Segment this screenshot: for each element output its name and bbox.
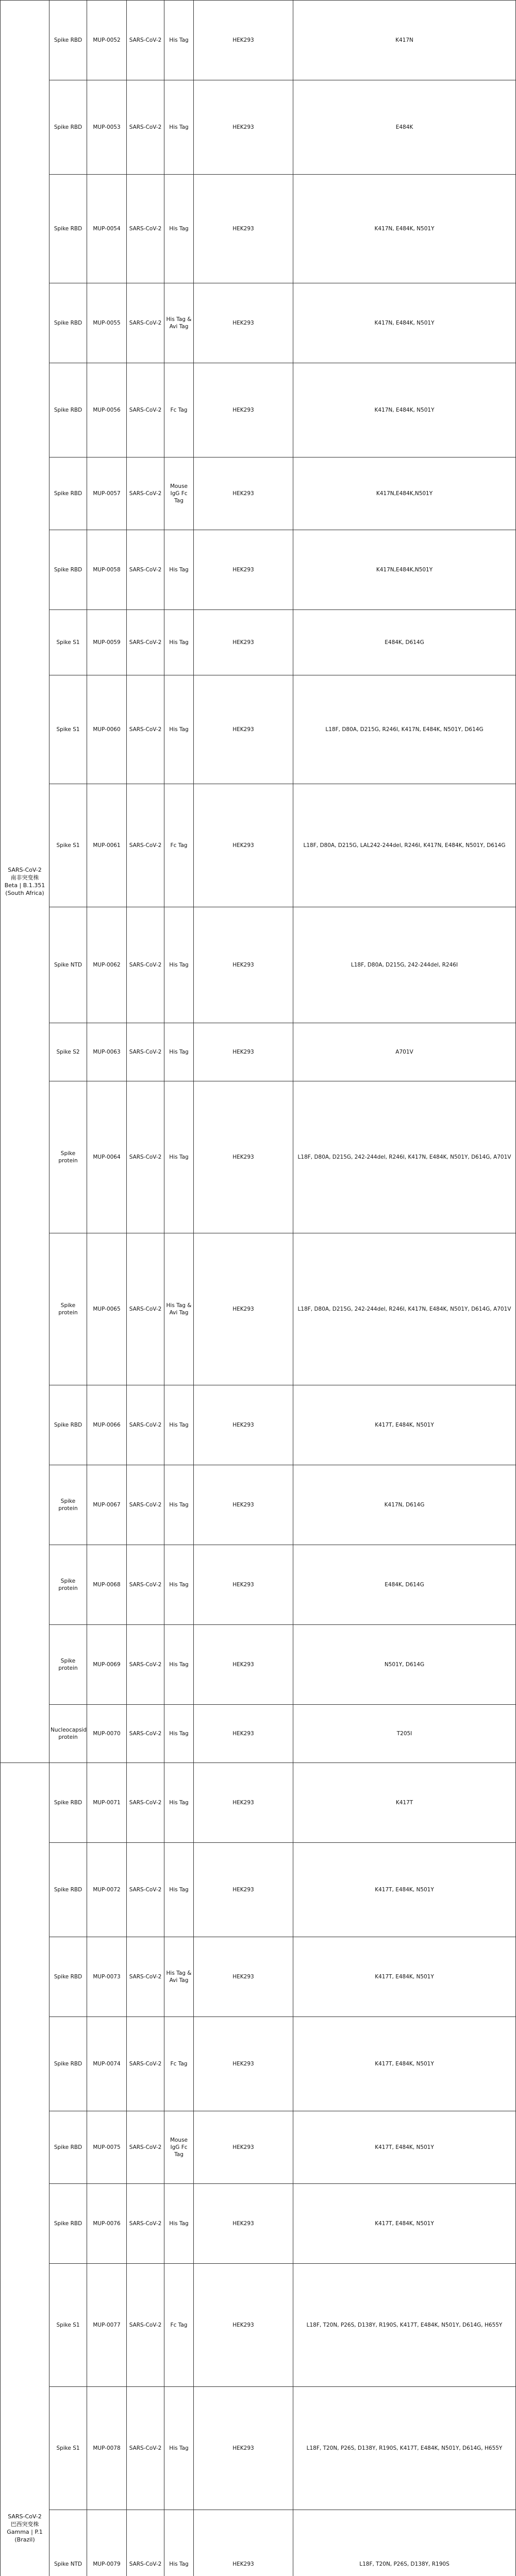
cell-species: SARS-CoV-2 — [127, 80, 164, 175]
cell-type: Spike RBD — [49, 175, 87, 283]
cell-code: MUP-0071 — [87, 1763, 127, 1843]
table-row — [1, 1843, 516, 1937]
table-row — [1, 2184, 516, 2264]
variant-group-label-line: 南非突变株 — [2, 874, 48, 882]
cell-mutation: K417N, E484K, N501Y — [293, 363, 516, 457]
cell-host: HEK293 — [194, 1, 293, 80]
cell-code: MUP-0072 — [87, 1843, 127, 1937]
cell-code: MUP-0062 — [87, 907, 127, 1023]
cell-type: Spike S1 — [49, 2387, 87, 2510]
cell-code: MUP-0069 — [87, 1625, 127, 1705]
cell-code: MUP-0056 — [87, 363, 127, 457]
table-row — [1, 1625, 516, 1705]
cell-host: HEK293 — [194, 2264, 293, 2387]
cell-host: HEK293 — [194, 1937, 293, 2017]
cell-type: Spike RBD — [49, 457, 87, 530]
cell-host: HEK293 — [194, 907, 293, 1023]
table-row — [1, 1081, 516, 1233]
cell-code: MUP-0052 — [87, 1, 127, 80]
cell-species: SARS-CoV-2 — [127, 2387, 164, 2510]
cell-mutation: K417N, D614G — [293, 1465, 516, 1545]
cell-mutation: K417T, E484K, N501Y — [293, 1385, 516, 1465]
cell-tag: His Tag — [164, 610, 194, 675]
cell-host: HEK293 — [194, 1705, 293, 1763]
cell-host: HEK293 — [194, 1843, 293, 1937]
cell-type: Spike NTD — [49, 2510, 87, 2576]
cell-host: HEK293 — [194, 1763, 293, 1843]
cell-species: SARS-CoV-2 — [127, 784, 164, 907]
cell-code: MUP-0065 — [87, 1233, 127, 1385]
cell-host: HEK293 — [194, 1385, 293, 1465]
cell-mutation: T205I — [293, 1705, 516, 1763]
cell-host: HEK293 — [194, 283, 293, 363]
cell-code: MUP-0077 — [87, 2264, 127, 2387]
cell-tag: Fc Tag — [164, 363, 194, 457]
table-row — [1, 1465, 516, 1545]
table-row — [1, 283, 516, 363]
variant-group-label-line: (South Africa) — [2, 889, 48, 897]
cell-code: MUP-0079 — [87, 2510, 127, 2576]
cell-mutation: L18F, D80A, D215G, 242-244del, R246I, K417N, E484K, N501Y, D614G, A701V — [293, 1233, 516, 1385]
cell-host: HEK293 — [194, 1625, 293, 1705]
cell-code: MUP-0075 — [87, 2111, 127, 2184]
cell-tag: His Tag — [164, 2184, 194, 2264]
cell-species: SARS-CoV-2 — [127, 1625, 164, 1705]
cell-species: SARS-CoV-2 — [127, 2017, 164, 2111]
variant-group-label-line: Beta | B.1.351 — [2, 882, 48, 889]
cell-code: MUP-0059 — [87, 610, 127, 675]
cell-tag: His Tag & Avi Tag — [164, 283, 194, 363]
cell-type: Spike protein — [49, 1465, 87, 1545]
cell-tag: His Tag — [164, 1705, 194, 1763]
cell-tag: His Tag — [164, 1465, 194, 1545]
cell-type: Spike S2 — [49, 1023, 87, 1081]
cell-mutation: L18F, T20N, P26S, D138Y, R190S, K417T, E484K, N501Y, D614G, H655Y — [293, 2387, 516, 2510]
cell-code: MUP-0068 — [87, 1545, 127, 1625]
cell-code: MUP-0064 — [87, 1081, 127, 1233]
cell-type: Spike RBD — [49, 2017, 87, 2111]
cell-type: Spike S1 — [49, 784, 87, 907]
cell-species: SARS-CoV-2 — [127, 2264, 164, 2387]
cell-type: Spike protein — [49, 1625, 87, 1705]
table-row — [1, 675, 516, 784]
cell-host: HEK293 — [194, 1023, 293, 1081]
table-row — [1, 610, 516, 675]
cell-type: Spike RBD — [49, 2184, 87, 2264]
cell-mutation: E484K — [293, 80, 516, 175]
cell-code: MUP-0076 — [87, 2184, 127, 2264]
table-row — [1, 363, 516, 457]
cell-code: MUP-0054 — [87, 175, 127, 283]
cell-tag: Fc Tag — [164, 784, 194, 907]
cell-code: MUP-0060 — [87, 675, 127, 784]
cell-species: SARS-CoV-2 — [127, 1843, 164, 1937]
cell-type: Spike RBD — [49, 530, 87, 610]
cell-host: HEK293 — [194, 2387, 293, 2510]
cell-code: MUP-0078 — [87, 2387, 127, 2510]
cell-tag: Fc Tag — [164, 2264, 194, 2387]
variant-group-label — [1, 1, 49, 1763]
cell-host: HEK293 — [194, 1545, 293, 1625]
cell-mutation: L18F, T20N, P26S, D138Y, R190S — [293, 2510, 516, 2576]
cell-host: HEK293 — [194, 457, 293, 530]
cell-mutation: E484K, D614G — [293, 1545, 516, 1625]
cell-type: Spike RBD — [49, 1937, 87, 2017]
cell-mutation: K417T, E484K, N501Y — [293, 1843, 516, 1937]
cell-mutation: L18F, D80A, D215G, R246I, K417N, E484K, N501Y, D614G — [293, 675, 516, 784]
cell-host: HEK293 — [194, 2510, 293, 2576]
cell-mutation: K417T — [293, 1763, 516, 1843]
cell-type: Spike RBD — [49, 363, 87, 457]
cell-code: MUP-0063 — [87, 1023, 127, 1081]
cell-type: Spike RBD — [49, 1763, 87, 1843]
cell-tag: His Tag — [164, 1843, 194, 1937]
cell-tag: Mouse IgG Fc Tag — [164, 457, 194, 530]
table-row — [1, 2387, 516, 2510]
table-row — [1, 1763, 516, 1843]
variant-group-label-line: (Brazil) — [2, 2536, 48, 2544]
cell-tag: His Tag — [164, 1625, 194, 1705]
cell-host: HEK293 — [194, 1081, 293, 1233]
cell-type: Spike protein — [49, 1081, 87, 1233]
cell-host: HEK293 — [194, 363, 293, 457]
table-row — [1, 80, 516, 175]
cell-type: Spike RBD — [49, 1, 87, 80]
cell-tag: His Tag — [164, 1763, 194, 1843]
cell-species: SARS-CoV-2 — [127, 530, 164, 610]
cell-mutation: K417T, E484K, N501Y — [293, 2111, 516, 2184]
cell-host: HEK293 — [194, 2111, 293, 2184]
cell-species: SARS-CoV-2 — [127, 457, 164, 530]
cell-type: Spike RBD — [49, 1843, 87, 1937]
cell-type: Spike RBD — [49, 1385, 87, 1465]
cell-tag: His Tag — [164, 1023, 194, 1081]
cell-tag: His Tag — [164, 675, 194, 784]
table-row — [1, 175, 516, 283]
cell-type: Spike RBD — [49, 2111, 87, 2184]
variant-group-label — [1, 1763, 49, 2576]
table-row — [1, 530, 516, 610]
cell-species: SARS-CoV-2 — [127, 1081, 164, 1233]
cell-species: SARS-CoV-2 — [127, 2184, 164, 2264]
cell-mutation: L18F, D80A, D215G, 242-244del, R246I, K417N, E484K, N501Y, D614G, A701V — [293, 1081, 516, 1233]
table-row — [1, 457, 516, 530]
table-row — [1, 784, 516, 907]
cell-tag: His Tag & Avi Tag — [164, 1233, 194, 1385]
cell-species: SARS-CoV-2 — [127, 1465, 164, 1545]
cell-tag: His Tag — [164, 2387, 194, 2510]
cell-type: Spike S1 — [49, 2264, 87, 2387]
table-row — [1, 2111, 516, 2184]
cell-species: SARS-CoV-2 — [127, 907, 164, 1023]
table-row — [1, 1937, 516, 2017]
variant-group-label-line: Gamma | P.1 — [2, 2528, 48, 2536]
cell-host: HEK293 — [194, 610, 293, 675]
cell-type: Spike NTD — [49, 907, 87, 1023]
cell-host: HEK293 — [194, 175, 293, 283]
cell-code: MUP-0066 — [87, 1385, 127, 1465]
cell-tag: His Tag — [164, 80, 194, 175]
cell-tag: His Tag — [164, 1385, 194, 1465]
cell-host: HEK293 — [194, 530, 293, 610]
cell-mutation: K417N,E484K,N501Y — [293, 530, 516, 610]
cell-species: SARS-CoV-2 — [127, 363, 164, 457]
cell-species: SARS-CoV-2 — [127, 2510, 164, 2576]
cell-type: Spike S1 — [49, 675, 87, 784]
cell-tag: His Tag — [164, 1081, 194, 1233]
cell-species: SARS-CoV-2 — [127, 1937, 164, 2017]
table-row — [1, 2510, 516, 2576]
cell-species: SARS-CoV-2 — [127, 2111, 164, 2184]
cell-tag: His Tag — [164, 530, 194, 610]
cell-host: HEK293 — [194, 2184, 293, 2264]
cell-species: SARS-CoV-2 — [127, 1705, 164, 1763]
cell-species: SARS-CoV-2 — [127, 1385, 164, 1465]
cell-mutation: L18F, D80A, D215G, LAL242-244del, R246I, K417N, E484K, N501Y, D614G — [293, 784, 516, 907]
cell-mutation: N501Y, D614G — [293, 1625, 516, 1705]
cell-host: HEK293 — [194, 1233, 293, 1385]
cell-type: Spike RBD — [49, 283, 87, 363]
cell-host: HEK293 — [194, 675, 293, 784]
cell-tag: His Tag — [164, 1, 194, 80]
cell-tag: His Tag — [164, 175, 194, 283]
cell-code: MUP-0055 — [87, 283, 127, 363]
cell-mutation: K417T, E484K, N501Y — [293, 1937, 516, 2017]
cell-code: MUP-0070 — [87, 1705, 127, 1763]
cell-type: Spike S1 — [49, 610, 87, 675]
cell-tag: His Tag — [164, 1545, 194, 1625]
cell-tag: His Tag & Avi Tag — [164, 1937, 194, 2017]
cell-species: SARS-CoV-2 — [127, 283, 164, 363]
cell-mutation: K417N,E484K,N501Y — [293, 457, 516, 530]
table-row — [1, 1385, 516, 1465]
cell-species: SARS-CoV-2 — [127, 1545, 164, 1625]
cell-code: MUP-0073 — [87, 1937, 127, 2017]
variant-group-label-line: SARS-CoV-2 — [2, 866, 48, 874]
variant-group-label-line: 巴西突变株 — [2, 2520, 48, 2528]
cell-code: MUP-0053 — [87, 80, 127, 175]
cell-mutation: K417N — [293, 1, 516, 80]
cell-host: HEK293 — [194, 2017, 293, 2111]
cell-tag: His Tag — [164, 2510, 194, 2576]
cell-host: HEK293 — [194, 1465, 293, 1545]
cell-species: SARS-CoV-2 — [127, 1, 164, 80]
table-row — [1, 1545, 516, 1625]
cell-mutation: K417N, E484K, N501Y — [293, 283, 516, 363]
table-row — [1, 1, 516, 80]
cell-code: MUP-0057 — [87, 457, 127, 530]
table-row — [1, 2017, 516, 2111]
table-row — [1, 2264, 516, 2387]
cell-type: Spike RBD — [49, 80, 87, 175]
cell-type: Spike protein — [49, 1233, 87, 1385]
cell-species: SARS-CoV-2 — [127, 1763, 164, 1843]
cell-host: HEK293 — [194, 80, 293, 175]
variant-group-label-line: SARS-CoV-2 — [2, 2513, 48, 2520]
table-row — [1, 1023, 516, 1081]
cell-code: MUP-0067 — [87, 1465, 127, 1545]
cell-type: Nucleocapsid protein — [49, 1705, 87, 1763]
cell-tag: Mouse IgG Fc Tag — [164, 2111, 194, 2184]
cell-mutation: L18F, T20N, P26S, D138Y, R190S, K417T, E484K, N501Y, D614G, H655Y — [293, 2264, 516, 2387]
cell-mutation: E484K, D614G — [293, 610, 516, 675]
cell-mutation: L18F, D80A, D215G, 242-244del, R246I — [293, 907, 516, 1023]
table-row — [1, 907, 516, 1023]
cell-tag: His Tag — [164, 907, 194, 1023]
cell-code: MUP-0074 — [87, 2017, 127, 2111]
cell-species: SARS-CoV-2 — [127, 610, 164, 675]
cell-species: SARS-CoV-2 — [127, 175, 164, 283]
table-row — [1, 1705, 516, 1763]
cell-mutation: K417T, E484K, N501Y — [293, 2184, 516, 2264]
cell-tag: Fc Tag — [164, 2017, 194, 2111]
cell-mutation: K417T, E484K, N501Y — [293, 2017, 516, 2111]
cell-species: SARS-CoV-2 — [127, 1023, 164, 1081]
cell-species: SARS-CoV-2 — [127, 675, 164, 784]
cell-code: MUP-0058 — [87, 530, 127, 610]
table-row — [1, 1233, 516, 1385]
cell-host: HEK293 — [194, 784, 293, 907]
cell-type: Spike protein — [49, 1545, 87, 1625]
cell-species: SARS-CoV-2 — [127, 1233, 164, 1385]
cell-mutation: K417N, E484K, N501Y — [293, 175, 516, 283]
cell-mutation: A701V — [293, 1023, 516, 1081]
cell-code: MUP-0061 — [87, 784, 127, 907]
